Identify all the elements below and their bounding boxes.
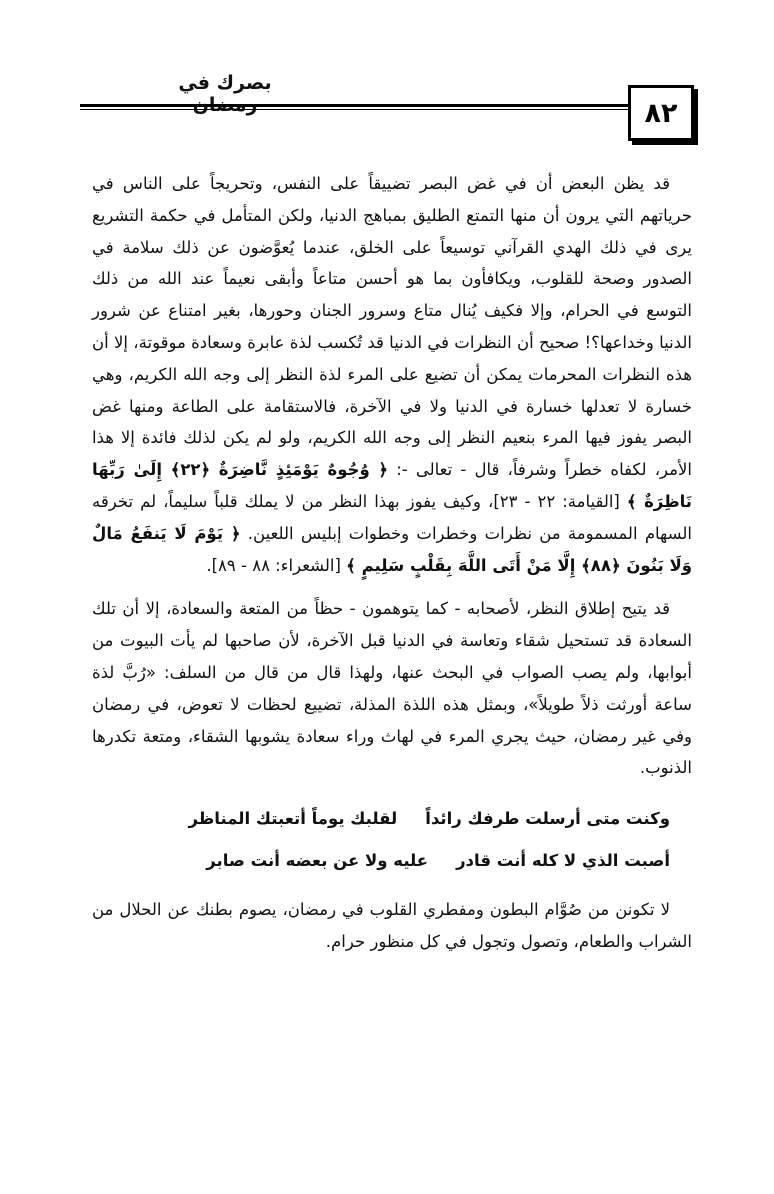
paragraph-1-text-2: [القيامة: ٢٢ - ٢٣]، وكيف يفوز بهذا النظر من لا يملك قلباً سليماً، لم تخرقه السهام المسمومة من نظرات وخطرات وخطوات إبليس اللعين. xyxy=(92,491,692,543)
paragraph-2 xyxy=(92,593,692,784)
page-number-box xyxy=(628,85,694,141)
poem-line-1 xyxy=(92,798,692,840)
main-text xyxy=(92,168,692,958)
poem xyxy=(92,798,692,882)
quran-verse-shuara: ﴿ يَوْمَ لَا يَنفَعُ مَالٌ وَلَا بَنُونَ ﴿٨٨﴾ إِلَّا مَنْ أَتَى اللَّهَ بِقَلْبٍ سَلِيمٍ ﴾ xyxy=(92,523,692,575)
poem-line-2-second-hemistich: عليه ولا عن بعضه أنت صابر xyxy=(206,851,429,871)
closing-paragraph: لا تكونن من صُوَّام البطون ومفطري القلوب في رمضان، يصوم بطنك عن الحلال من الشراب والطعام، وتصول وتجول في كل منظور حرام. xyxy=(92,900,692,951)
paragraph-1 xyxy=(92,168,692,581)
poem-line-1-first-hemistich: وكنت متى أرسلت طرفك رائداً xyxy=(425,809,670,829)
running-header-title: بصرك في رمضان xyxy=(178,72,272,116)
quran-verse-qiyamah: ﴿ وُجُوهٌ يَوْمَئِذٍ نَّاضِرَةٌ ﴿٢٢﴾ إِلَىٰ رَبِّهَا نَاظِرَةٌ ﴾ xyxy=(92,460,693,511)
verse-reference-shuara: [الشعراء: ٨٨ - ٨٩]. xyxy=(206,555,347,575)
paragraph-2-text: قد يتيح إطلاق النظر، لأصحابه - كما يتوهمون - حظاً من المتعة والسعادة، إلا أن تلك السعادة قد تستحيل شقاء وتعاسة في الدنيا قبل الآخرة، لأن صاحبها لم يأت البيوت من أبوابها، ولم يصب الصواب في البحث عنها، ولهذا قال من قال من السلف: «رُبَّ لذة ساعة أورثت ذلاً طويلاً»، وبمثل هذه اللذة المذلة، تضييع لحظات لا تعوض، في رمضان وفي غير رمضان، حيث يجري المرء في لهاث وراء سعادة يشوبها الشقاء، ومتعة تكدرها الذنوب. xyxy=(92,599,692,778)
paragraph-1-text-1: قد يظن البعض أن في غض البصر تضييقاً على النفس، وتحريجاً على الناس في حرياتهم التي يرون أن منها التمتع الطليق بمباهج الدنيا، ولكن المتأمل في حكمة التشريع يرى في ذلك الهدي القرآني توسيعاً على الخلق، عندما يُعوَّضون عن ذلك سلامة في الصدور وصحة للقلوب، ويكافأون بما هو أحسن متاعاً وأبقى نعيماً عند الله من ذلك التوسع في الحرام، وإلا فكيف يُنال متاع وسرور الجنان وحورها، بغير امتناع عن شرور الدنيا وخداعها؟! صحيح أن النظرات في الدنيا قد تُكسب لذة عابرة وسعادة موقوتة، إلا أن هذه النظرات المحرمات يمكن أن تضيع على المرء لذة النظر إلى وجه الله الكريم، وهي خسارة لا تعدلها خسارة في الدنيا ولا في الآخرة، فالاستقامة على الطاعة ومنها غض البصر يفوز فيها المرء بنعيم النظر إلى وجه الله الكريم، ولو لم يكن لذلك فائدة إلا هذا الأمر، لكفاه خطراً وشرفاً، قال - تعالى -: xyxy=(92,174,692,480)
page-number: ٨٢ xyxy=(644,97,678,129)
header-rule xyxy=(80,104,630,110)
poem-line-1-second-hemistich: لقلبك يوماً أتعبتك المناظر xyxy=(188,809,398,829)
poem-line-2-first-hemistich: أصبت الذي لا كله أنت قادر xyxy=(456,851,670,871)
poem-line-2 xyxy=(92,840,692,882)
